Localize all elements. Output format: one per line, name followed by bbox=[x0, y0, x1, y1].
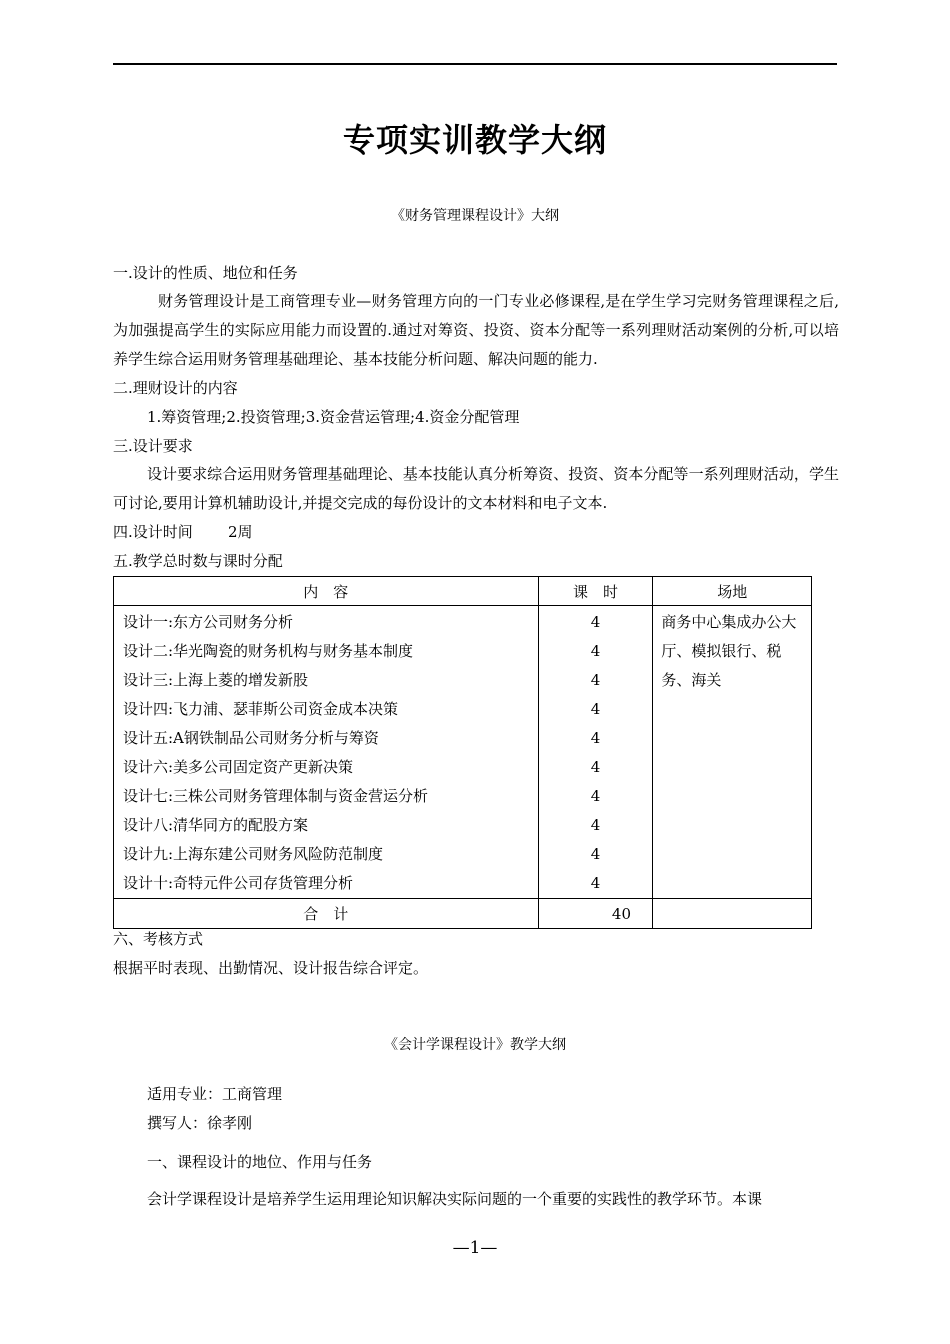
table-row-content: 设计四:飞力浦、瑟菲斯公司资金成本决策 bbox=[123, 700, 399, 718]
course2-subtitle: 《会计学课程设计》教学大纲 bbox=[384, 1037, 566, 1053]
table-row-content: 设计七:三株公司财务管理体制与资金营运分析 bbox=[123, 787, 429, 805]
table-row-hours: 4 bbox=[590, 787, 601, 805]
section3-body: 设计要求综合运用财务管理基础理论、基本技能认真分析筹资、投资、资本分配等一系列理财活动，学生可讨论,要用计算机辅助设计,并提交完成的每份设计的文本材料和电子文本. bbox=[113, 465, 839, 512]
table-row-content: 设计二:华光陶瓷的财务机构与财务基本制度 bbox=[123, 642, 414, 660]
table-row-hours: 4 bbox=[590, 816, 601, 834]
section1-body: 财务管理设计是工商管理专业—财务管理方向的一门专业必修课程,是在学生学习完财务管理课程之后,为加强提高学生的实际应用能力而设置的.通过对筹资、投资、资本分配等一系列理财活动案例的分析,可以培养学生综合运用财务管理基础理论、基本技能分析问题、解决问题的能力. bbox=[113, 292, 839, 368]
course2-author: 撰写人：徐孝刚 bbox=[147, 1114, 253, 1132]
table-row-hours: 4 bbox=[590, 613, 601, 631]
section4-value: 2周 bbox=[228, 523, 253, 541]
table-row-hours: 4 bbox=[590, 874, 601, 892]
top-rule bbox=[113, 63, 837, 65]
hours-list bbox=[538, 606, 653, 899]
total-venue-empty bbox=[653, 899, 812, 929]
table-row-content: 设计六:美多公司固定资产更新决策 bbox=[123, 758, 354, 776]
course1-subtitle: 《财务管理课程设计》大纲 bbox=[391, 208, 559, 224]
course2-section1-heading: 一、课程设计的地位、作用与任务 bbox=[147, 1153, 373, 1171]
venue-cell: 商务中心集成办公大厅、模拟银行、税务、海关 bbox=[653, 606, 812, 899]
table-row-content: 设计十:奇特元件公司存货管理分析 bbox=[123, 874, 354, 892]
section6-body: 根据平时表现、出勤情况、设计报告综合评定。 bbox=[113, 959, 429, 977]
course2-major: 适用专业：工商管理 bbox=[147, 1085, 283, 1103]
table-body-row bbox=[114, 606, 812, 899]
table-header-row bbox=[114, 577, 812, 606]
header-hours: 课 时 bbox=[538, 577, 653, 606]
page-number: —1— bbox=[452, 1238, 498, 1258]
table-row-content: 设计九:上海东建公司财务风险防范制度 bbox=[123, 845, 384, 863]
table-row-hours: 4 bbox=[590, 671, 601, 689]
header-content: 内 容 bbox=[114, 577, 539, 606]
table-row-content: 设计一:东方公司财务分析 bbox=[123, 613, 294, 631]
header-venue: 场地 bbox=[653, 577, 812, 606]
table-row-hours: 4 bbox=[590, 642, 601, 660]
section6-heading: 六、考核方式 bbox=[113, 930, 204, 948]
page-title: 专项实训教学大纲 bbox=[342, 121, 607, 159]
table-total-row bbox=[114, 899, 812, 929]
hours-table bbox=[113, 576, 812, 929]
table-row-hours: 4 bbox=[590, 758, 601, 776]
table-row-hours: 4 bbox=[590, 700, 601, 718]
section2-heading: 二.理财设计的内容 bbox=[113, 379, 238, 397]
section1-heading: 一.设计的性质、地位和任务 bbox=[113, 264, 298, 282]
table-row-hours: 4 bbox=[590, 845, 601, 863]
section4-heading: 四.设计时间 bbox=[113, 523, 193, 541]
table-row-content: 设计八:清华同方的配股方案 bbox=[123, 816, 309, 834]
section3-heading: 三.设计要求 bbox=[113, 437, 193, 455]
total-label: 合 计 bbox=[114, 899, 539, 929]
total-hours: 40 bbox=[538, 899, 653, 929]
section5-heading: 五.教学总时数与课时分配 bbox=[113, 552, 283, 570]
section2-body: 1.筹资管理;2.投资管理;3.资金营运管理;4.资金分配管理 bbox=[147, 408, 520, 426]
table-row-content: 设计五:A钢铁制品公司财务分析与筹资 bbox=[123, 729, 379, 747]
table-row-hours: 4 bbox=[590, 729, 601, 747]
table-row-content: 设计三:上海上菱的增发新股 bbox=[123, 671, 309, 689]
course2-section1-body: 会计学课程设计是培养学生运用理论知识解决实际问题的一个重要的实践性的教学环节。本课 bbox=[147, 1190, 763, 1208]
design-list bbox=[114, 606, 539, 899]
